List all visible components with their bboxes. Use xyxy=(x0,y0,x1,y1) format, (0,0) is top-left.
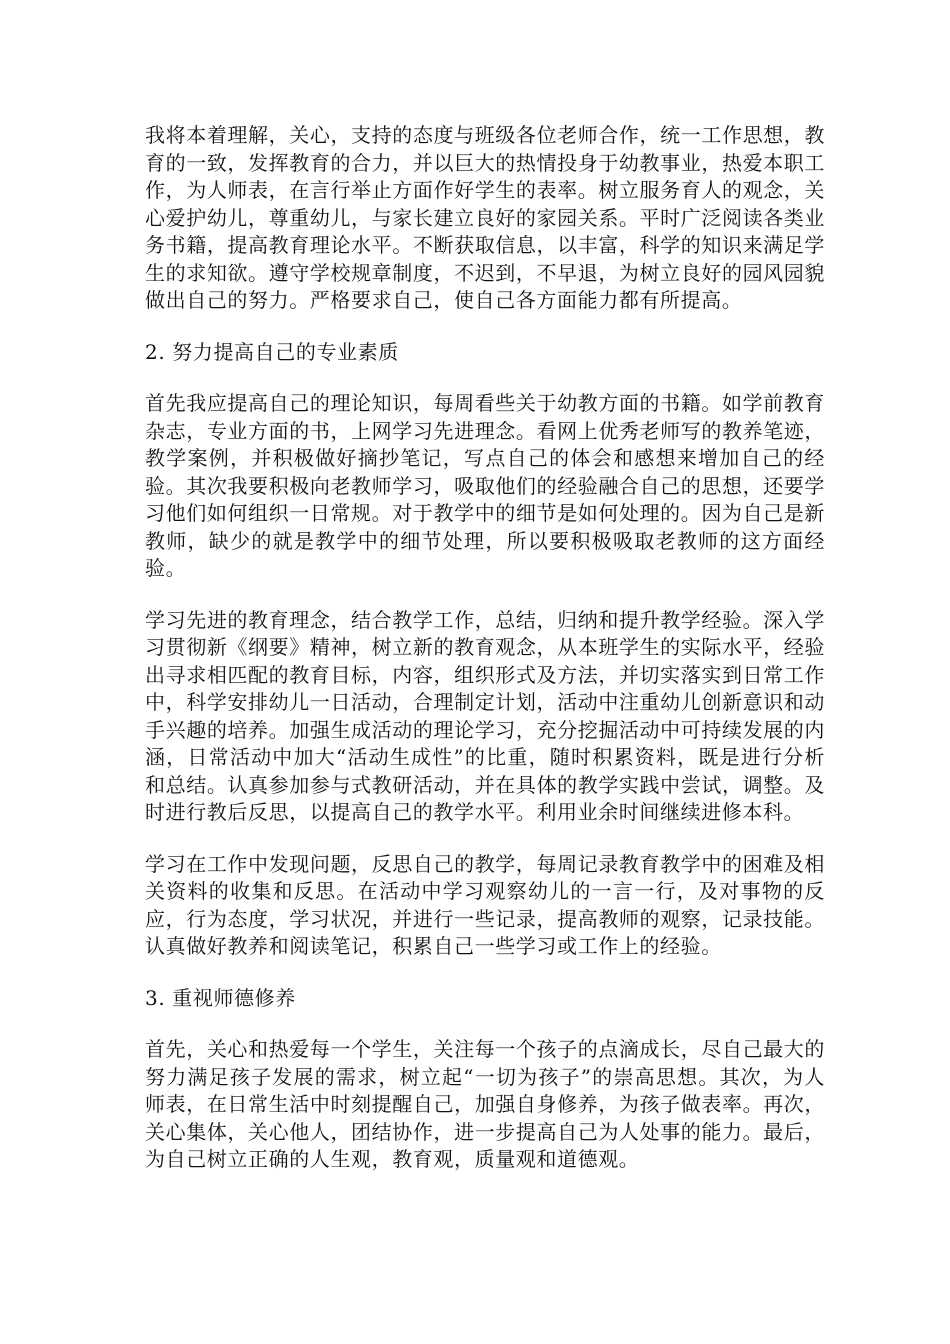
document-page xyxy=(145,122,825,1198)
section-heading-teacher-ethics: 3. 重视师德修养 xyxy=(145,985,296,1010)
paragraph-reflection: 学习在工作中发现问题，反思自己的教学，每周记录教育教学中的困难及相关资料的收集和反思。在活动中学习观察幼儿的一言一行，及对事物的反应，行为态度，学习状况，并进行一些记录，提高教师的观察，记录技能。认真做好教养和阅读笔记，积累自己一些学习或工作上的经验。 xyxy=(145,851,825,958)
section-heading-professional-quality: 2. 努力提高自己的专业素质 xyxy=(145,339,399,364)
paragraph-theory-knowledge: 首先我应提高自己的理论知识，每周看些关于幼教方面的书籍。如学前教育杂志，专业方面的书，上网学习先进理念。看网上优秀老师写的教养笔迹，教学案例，并积极做好摘抄笔记，写点自己的体会和感想来增加自己的经验。其次我要积极向老教师学习，吸取他们的经验融合自己的思想，还要学习他们如何组织一日常规。对于教学中的细节是如何处理的。因为自己是新教师，缺少的就是教学中的细节处理，所以要积极吸取老教师的这方面经验。 xyxy=(145,391,825,580)
paragraph-teamwork: 我将本着理解，关心，支持的态度与班级各位老师合作，统一工作思想，教育的一致，发挥教育的合力，并以巨大的热情投身于幼教事业，热爱本职工作，为人师表，在言行举止方面作好学生的表率。树立服务育人的观念，关心爱护幼儿，尊重幼儿，与家长建立良好的家园关系。平时广泛阅读各类业务书籍，提高教育理论水平。不断获取信息，以丰富，科学的知识来满足学生的求知欲。遵守学校规章制度，不迟到，不早退，为树立良好的园风园貌做出自己的努力。严格要求自己，使自己各方面能力都有所提高。 xyxy=(145,123,825,312)
paragraph-ethics: 首先，关心和热爱每一个学生，关注每一个孩子的点滴成长，尽自己最大的努力满足孩子发展的需求，树立起“一切为孩子”的崇高思想。其次，为人师表，在日常生活中时刻提醒自己，加强自身修养，为孩子做表率。再次，关心集体，关心他人，团结协作，进一步提高自己为人处事的能力。最后，为自己树立正确的人生观，教育观，质量观和道德观。 xyxy=(145,1037,825,1171)
paragraph-education-concepts: 学习先进的教育理念，结合教学工作，总结，归纳和提升教学经验。深入学习贯彻新《纲要》精神，树立新的教育观念，从本班学生的实际水平，经验出寻求相匹配的教育目标，内容，组织形式及方法，并切实落实到日常工作中，科学安排幼儿一日活动，合理制定计划，活动中注重幼儿创新意识和动手兴趣的培养。加强生成活动的理论学习，充分挖掘活动中可持续发展的内涵，日常活动中加大“活动生成性”的比重，随时积累资料，既是进行分析和总结。认真参加参与式教研活动，并在具体的教学实践中尝试，调整。及时进行教后反思，以提高自己的教学水平。利用业余时间继续进修本科。 xyxy=(145,607,825,824)
